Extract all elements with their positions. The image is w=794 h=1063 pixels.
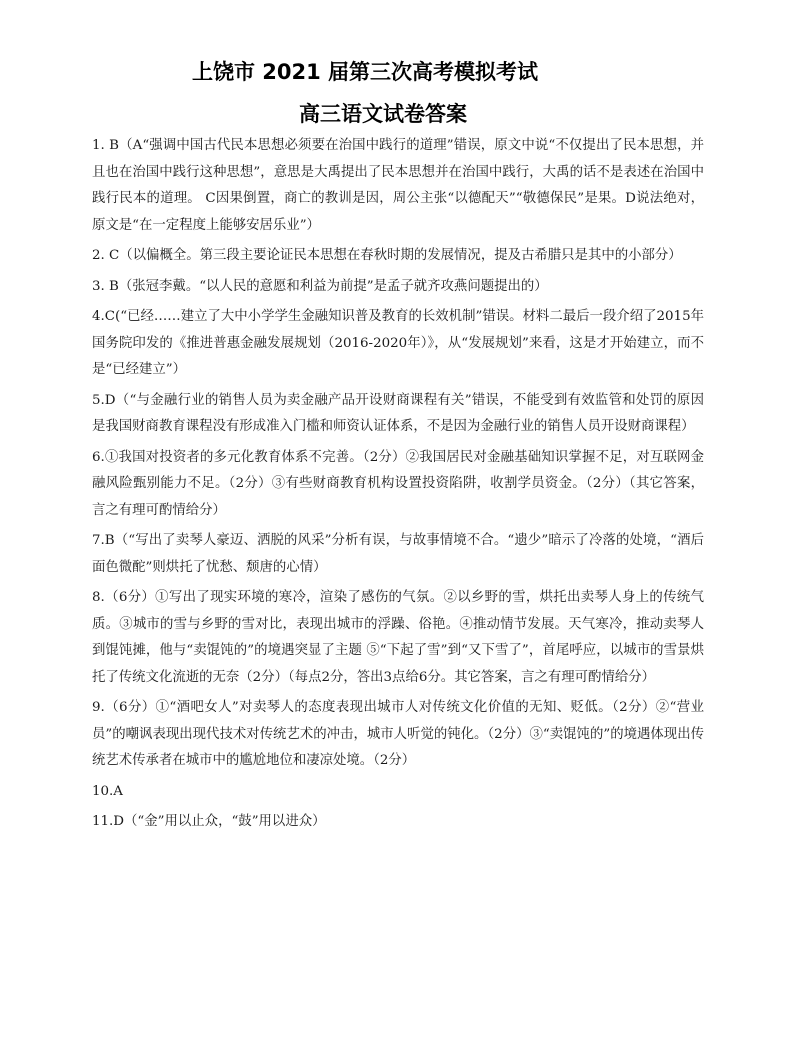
answer-item-3: 3. B（张冠李戴。“以人民的意愿和利益为前提”是孟子就齐攻燕问题提出的） (92, 278, 548, 294)
answer-key-subtitle: 高三语文试卷答案 (299, 102, 467, 126)
answer-item-5: 5.D（“与金融行业的销售人员为卖金融产品开设财商课程有关”错误，不能受到有效监管和处罚的原因是我国财商教育课程没有形成准入门槛和师资认证体系，不是因为金融行业的销售人员开设财商课程） (92, 392, 704, 434)
answer-list (92, 133, 704, 840)
answer-item-11: 11.D（“金”用以止众，“鼓”用以进众） (92, 814, 326, 829)
answer-item-10: 10.A (92, 783, 123, 799)
answer-item-9: 9.（6分）①“酒吧女人”对卖琴人的态度表现出城市人对传统文化价值的无知、贬低。（2分）②“营业员”的嘲讽表现出现代技术对传统艺术的冲击，城市人听觉的钝化。（2分）③“卖馄饨的”的境遇体现出传统艺术传承者在城市中的尴尬地位和凄凉处境。（2分） (92, 700, 704, 768)
answer-item-1: 1. B（A“强调中国古代民本思想必须要在治国中践行的道理”错误，原文中说“不仅提出了民本思想，并且也在治国中践行这种思想”，意思是大禹提出了民本思想并在治国中践行，大禹的话不是表述在治国中践行民本的道理。 C因果倒置，商亡的教训是因，周公主张“以德配天”“敬德保民”是果。D说法绝对，原文是“在一定程度上能够安居乐业”） (92, 138, 704, 233)
answer-item-2: 2. C（以偏概全。第三段主要论证民本思想在春秋时期的发展情况，提及古希腊只是其中的小部分） (92, 248, 682, 263)
answer-item-4: 4.C(“已经……建立了大中小学学生金融知识普及教育的长效机制”错误。材料二最后一段介绍了2015年国务院印发的《推进普惠金融发展规划（2016-2020年）》，从“发展规划”来看，这是才开始建立，而不是“已经建立”） (92, 309, 704, 377)
answer-item-7: 7.B（“写出了卖琴人豪迈、洒脱的风采”分析有误，与故事情境不合。“遗少”暗示了冷落的处境，“酒后面色微酡”则烘托了忧愁、颓唐的心情） (92, 533, 704, 575)
answer-item-8: 8.（6分）①写出了现实环境的寒冷，渲染了感伤的气氛。②以乡野的雪，烘托出卖琴人身上的传统气质。③城市的雪与乡野的雪对比，表现出城市的浮躁、俗艳。④推动情节发展。天气寒冷，推动卖琴人到馄饨摊，他与“卖馄饨的”的境遇突显了主题 ⑤“下起了雪”到“又下雪了”，首尾呼应，以城市的雪景烘托了传统文化流逝的无奈（2分）（每点2分，答出3点给6分。其它答案，言之有理可酌情给分） (92, 590, 704, 685)
answer-item-6: 6.①我国对投资者的多元化教育体系不完善。（2分）②我国居民对金融基础知识掌握不足，对互联网金融风险甄别能力不足。（2分）③有些财商教育机构设置投资陷阱，收割学员资金。（2分）（其它答案，言之有理可酌情给分） (92, 449, 704, 518)
exam-title: 上饶市 2021 届第三次高考模拟考试 (191, 60, 539, 84)
